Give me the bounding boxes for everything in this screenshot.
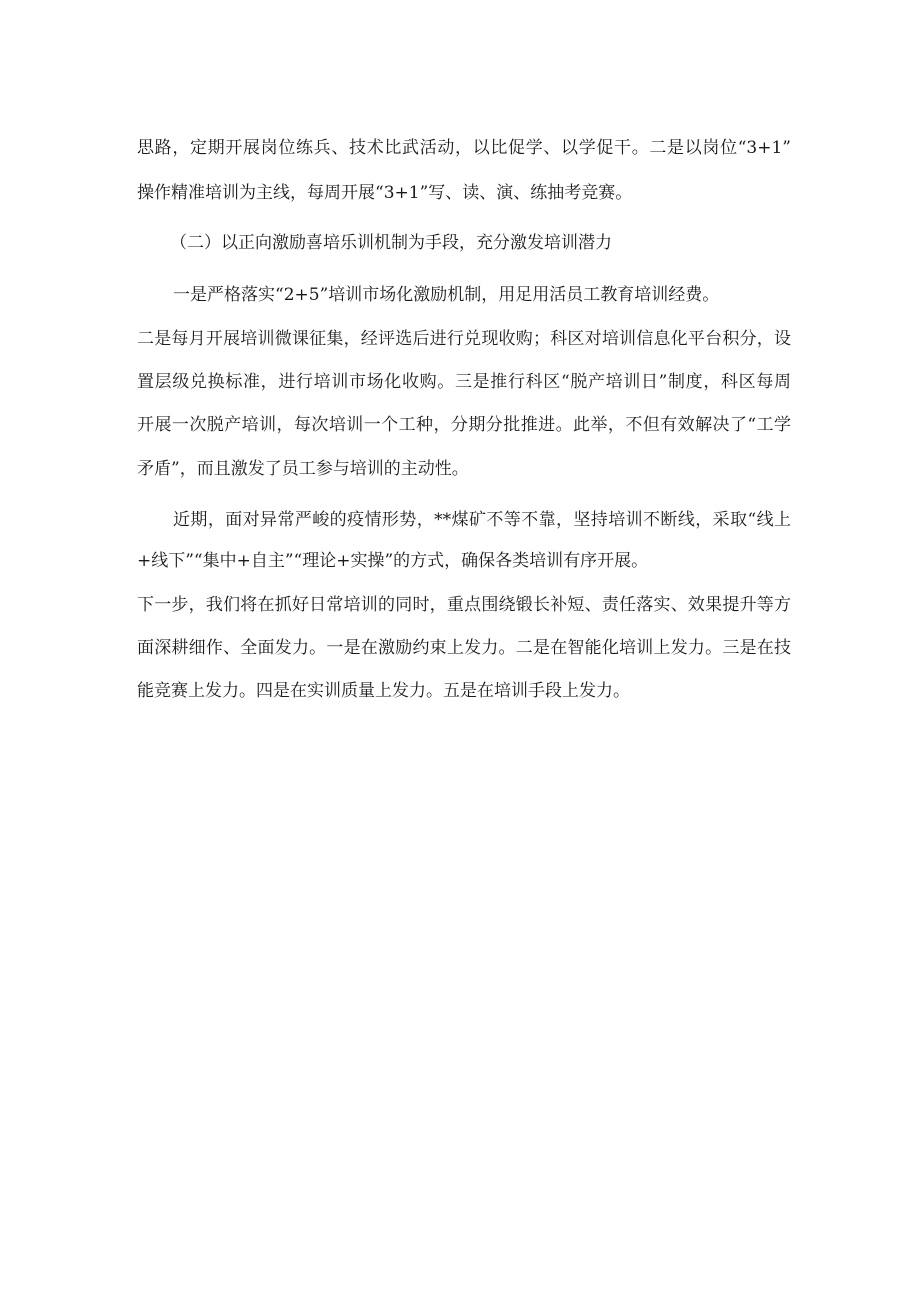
paragraph-2-line-3: 置层级兑换标准，进行培训市场化收购。三是推行科区“脱产培训日”制度，科区每周 <box>137 372 791 392</box>
paragraph-1-line-1: 思路，定期开展岗位练兵、技术比武活动，以比促学、以学促干。二是以岗位“3+1” <box>137 138 791 158</box>
paragraph-2-line-5: 矛盾”，而且激发了员工参与培训的主动性。 <box>137 459 469 479</box>
section-heading-2: （二）以正向激励喜培乐训机制为手段，充分激发培训潜力 <box>170 233 612 253</box>
paragraph-3-line-1: 近期，面对异常严峻的疫情形势，**煤矿不等不靠，坚持培训不断线，采取“线上 <box>173 510 791 530</box>
paragraph-1-line-2: 操作精准培训为主线，每周开展“3+1”写、读、演、练抽考竞赛。 <box>137 183 633 203</box>
paragraph-4-line-3: 能竞赛上发力。四是在实训质量上发力。五是在培训手段上发力。 <box>137 681 630 701</box>
paragraph-4-line-1: 下一步，我们将在抓好日常培训的同时，重点围绕锻长补短、责任落实、效果提升等方 <box>137 595 791 615</box>
paragraph-2-line-2: 二是每月开展培训微课征集，经评选后进行兑现收购；科区对培训信息化平台积分，设 <box>137 329 791 349</box>
paragraph-2-line-4: 开展一次脱产培训，每次培训一个工种，分期分批推进。此举，不但有效解决了“工学 <box>137 415 791 435</box>
paragraph-3-line-2: +线下”“集中+自主”“理论+实操”的方式，确保各类培训有序开展。 <box>137 551 649 571</box>
paragraph-4-line-2: 面深耕细作、全面发力。一是在激励约束上发力。二是在智能化培训上发力。三是在技 <box>137 638 791 658</box>
paragraph-2-line-1: 一是严格落实“2+5”培训市场化激励机制，用足用活员工教育培训经费。 <box>173 285 720 305</box>
